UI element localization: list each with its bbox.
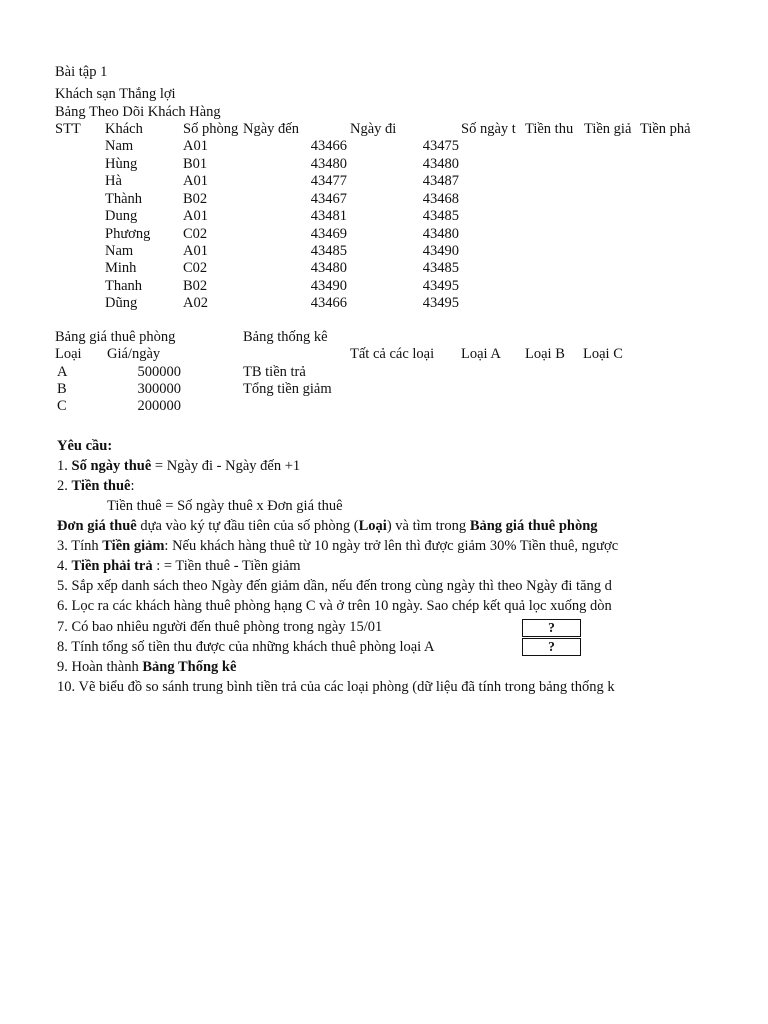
requirement-4 xyxy=(57,558,301,575)
requirements-heading: Yêu cầu: xyxy=(57,438,113,454)
price-gia: 500000 xyxy=(137,364,181,380)
req-text: = Ngày đi - Ngày đến +1 xyxy=(151,458,301,474)
requirement-6: 6. Lọc ra các khách hàng thuê phòng hạng C và ở trên 10 ngày. Sao chép kết quả lọc xuống dòn xyxy=(57,598,612,614)
cell-ngay-den: 43490 xyxy=(310,277,347,294)
cell-phong: A01 xyxy=(183,243,208,259)
cell-khach: Hà xyxy=(105,173,122,189)
price-col-loai: Loại xyxy=(55,346,82,362)
note-text: dựa vào ký tự đầu tiên của số phòng ( xyxy=(136,518,359,534)
stats-col-all: Tất cả các loại xyxy=(350,346,435,362)
unit-price-note xyxy=(57,518,598,535)
cell-phong: A02 xyxy=(183,295,208,311)
cell-ngay-di: 43480 xyxy=(422,155,459,172)
cell-phong: A01 xyxy=(183,208,208,224)
price-col-gia: Giá/ngày xyxy=(107,346,161,362)
cell-khach: Thanh xyxy=(105,277,143,294)
cell-phong: C02 xyxy=(183,260,208,276)
header-ngay-den: Ngày đến xyxy=(243,121,299,137)
exercise-title: Bài tập 1 xyxy=(55,64,108,80)
req-number: 2. xyxy=(57,478,72,494)
price-loai: C xyxy=(57,398,67,414)
header-tien-thu: Tiền thu xyxy=(525,121,574,137)
cell-khach: Dung xyxy=(105,208,138,224)
note-text: ) và tìm trong xyxy=(386,518,470,534)
note-term: Loại xyxy=(358,518,387,534)
cell-khach: Nam xyxy=(105,138,134,154)
stats-row-tb: TB tiền trả xyxy=(243,364,306,380)
req-term: Tiền giảm xyxy=(102,538,165,554)
requirement-10: 10. Vẽ biểu đồ so sánh trung bình tiền trả của các loại phòng (dữ liệu đã tính trong bảng thống k xyxy=(57,679,615,695)
price-gia: 200000 xyxy=(137,398,181,414)
cell-ngay-den: 43467 xyxy=(310,190,347,207)
cell-ngay-den: 43466 xyxy=(310,295,347,311)
requirement-1 xyxy=(57,458,300,475)
header-tien-phai: Tiền phả xyxy=(640,121,691,137)
stats-row-tong: Tổng tiền giảm xyxy=(243,381,332,397)
cell-khach: Thành xyxy=(105,190,143,207)
cell-ngay-di: 43495 xyxy=(422,295,459,311)
price-loai: B xyxy=(57,381,67,397)
cell-ngay-di: 43490 xyxy=(422,243,459,259)
cell-ngay-den: 43480 xyxy=(310,260,347,276)
requirement-8: 8. Tính tổng số tiền thu được của những khách thuê phòng loại A xyxy=(57,639,435,655)
header-stt: STT xyxy=(55,121,81,137)
req-text: : = Tiền thuê - Tiền giảm xyxy=(152,558,301,574)
cell-ngay-den: 43469 xyxy=(310,225,347,242)
header-ngay-di: Ngày đi xyxy=(350,121,397,137)
cell-ngay-di: 43495 xyxy=(422,277,459,294)
cell-ngay-di: 43468 xyxy=(422,190,459,207)
requirement-9 xyxy=(57,659,236,676)
requirement-5: 5. Sắp xếp danh sách theo Ngày đến giảm dần, nếu đến trong cùng ngày thì theo Ngày đi tăng d xyxy=(57,578,612,594)
stats-col-a: Loại A xyxy=(461,346,501,362)
cell-khach: Hùng xyxy=(105,155,138,172)
cell-ngay-di: 43480 xyxy=(422,225,459,242)
price-loai: A xyxy=(57,364,68,380)
cell-ngay-den: 43466 xyxy=(310,138,347,154)
req-text: : xyxy=(130,478,135,494)
req-number: 1. xyxy=(57,458,72,474)
cell-ngay-den: 43477 xyxy=(310,173,347,189)
cell-phong: A01 xyxy=(183,173,208,189)
note-term: Đơn giá thuê xyxy=(57,518,137,534)
cell-phong: B02 xyxy=(183,277,208,294)
req-number: 3. Tính xyxy=(57,538,103,554)
req-number: 9. Hoàn thành xyxy=(57,659,143,675)
requirement-7: 7. Có bao nhiêu người đến thuê phòng trong ngày 15/01 xyxy=(57,619,383,635)
header-so-ngay: Số ngày t xyxy=(461,121,516,137)
cell-phong: C02 xyxy=(183,225,208,242)
cell-ngay-den: 43485 xyxy=(310,243,347,259)
tracking-table-title: Bảng Theo Dõi Khách Hàng xyxy=(55,104,221,120)
req-number: 4. xyxy=(57,558,72,574)
cell-khach: Dũng xyxy=(105,295,138,311)
header-khach: Khách xyxy=(105,121,143,137)
req-term: Tiền phải trả xyxy=(71,558,153,574)
stats-table-title: Bảng thống kê xyxy=(243,329,328,345)
cell-ngay-den: 43481 xyxy=(310,208,347,224)
cell-phong: A01 xyxy=(183,138,208,154)
requirement-3 xyxy=(57,538,698,555)
req-term: Tiền thuê xyxy=(71,478,131,494)
stats-col-b: Loại B xyxy=(525,346,565,362)
cell-khach: Minh xyxy=(105,260,137,276)
answer-box-7[interactable]: ? xyxy=(522,619,581,637)
cell-khach: Nam xyxy=(105,243,134,259)
price-table-title: Bảng giá thuê phòng xyxy=(55,329,176,345)
req-term: Bảng Thống kê xyxy=(142,659,237,675)
hotel-name: Khách sạn Thắng lợi xyxy=(55,86,176,102)
note-term: Bảng giá thuê phòng xyxy=(469,518,598,534)
price-gia: 300000 xyxy=(137,381,181,397)
cell-ngay-di: 43485 xyxy=(422,208,459,224)
rent-formula: Tiền thuê = Số ngày thuê x Đơn giá thuê xyxy=(107,498,343,514)
stats-col-c: Loại C xyxy=(583,346,623,362)
answer-box-8[interactable]: ? xyxy=(522,638,581,656)
req-text: : Nếu khách hàng thuê từ 10 ngày trở lên thì được giảm 30% Tiền thuê, ngược xyxy=(164,538,619,554)
cell-phong: B02 xyxy=(183,190,208,207)
cell-khach: Phương xyxy=(105,225,151,242)
header-tien-giam: Tiền giả xyxy=(584,121,632,137)
cell-ngay-di: 43487 xyxy=(422,173,459,189)
cell-phong: B01 xyxy=(183,155,208,172)
cell-ngay-di: 43475 xyxy=(422,138,459,154)
req-term: Số ngày thuê xyxy=(71,458,152,474)
cell-ngay-den: 43480 xyxy=(310,155,347,172)
header-so-phong: Số phòng xyxy=(183,121,239,137)
requirement-2 xyxy=(57,478,135,495)
cell-ngay-di: 43485 xyxy=(422,260,459,276)
